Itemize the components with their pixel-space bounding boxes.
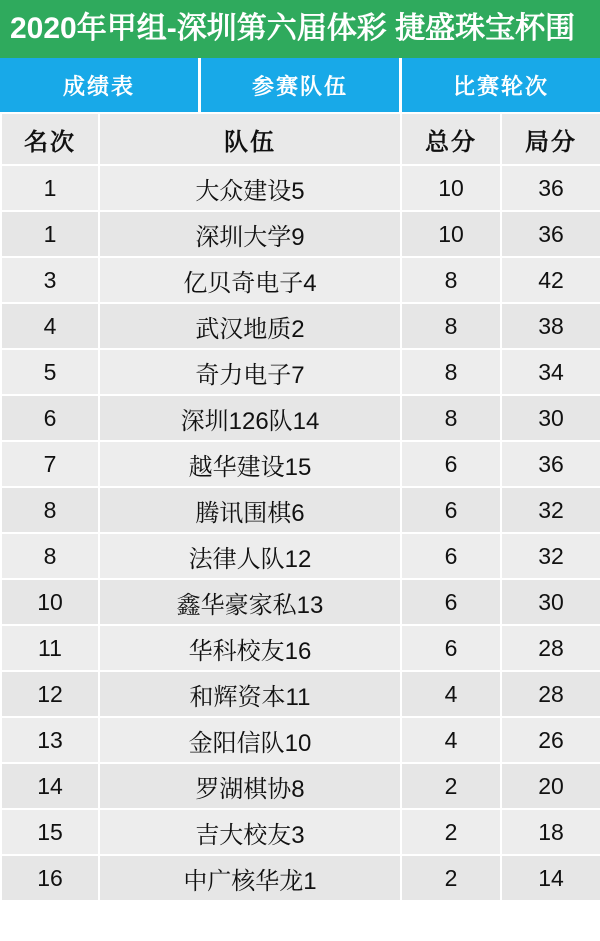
cell-total: 6 <box>401 625 501 671</box>
table-row[interactable] <box>1 441 600 487</box>
cell-total: 8 <box>401 303 501 349</box>
banner <box>0 0 600 58</box>
cell-total: 6 <box>401 487 501 533</box>
cell-games: 42 <box>501 257 600 303</box>
cell-team: 中广核华龙1 <box>99 855 401 901</box>
cell-team: 大众建设5 <box>99 165 401 211</box>
cell-games: 32 <box>501 487 600 533</box>
cell-total: 8 <box>401 257 501 303</box>
cell-rank: 7 <box>1 441 99 487</box>
cell-total: 6 <box>401 579 501 625</box>
cell-team: 武汉地质2 <box>99 303 401 349</box>
cell-rank: 14 <box>1 763 99 809</box>
table-row[interactable] <box>1 717 600 763</box>
table-row[interactable] <box>1 579 600 625</box>
tab-teams[interactable]: 参赛队伍 <box>201 58 402 112</box>
table-header-row <box>1 113 600 165</box>
tab-rounds[interactable]: 比赛轮次 <box>402 58 600 112</box>
standings-table <box>0 112 600 902</box>
cell-rank: 10 <box>1 579 99 625</box>
cell-rank: 5 <box>1 349 99 395</box>
cell-team: 金阳信队10 <box>99 717 401 763</box>
cell-games: 30 <box>501 395 600 441</box>
cell-total: 10 <box>401 211 501 257</box>
cell-rank: 3 <box>1 257 99 303</box>
cell-team: 奇力电子7 <box>99 349 401 395</box>
cell-rank: 8 <box>1 533 99 579</box>
cell-total: 2 <box>401 855 501 901</box>
cell-games: 26 <box>501 717 600 763</box>
table-row[interactable] <box>1 257 600 303</box>
cell-total: 8 <box>401 395 501 441</box>
cell-team: 深圳大学9 <box>99 211 401 257</box>
column-header-games: 局分 <box>501 113 600 165</box>
table-row[interactable] <box>1 303 600 349</box>
cell-total: 8 <box>401 349 501 395</box>
table-row[interactable] <box>1 671 600 717</box>
cell-rank: 1 <box>1 211 99 257</box>
cell-total: 2 <box>401 809 501 855</box>
cell-team: 法律人队12 <box>99 533 401 579</box>
cell-games: 34 <box>501 349 600 395</box>
cell-team: 吉大校友3 <box>99 809 401 855</box>
cell-total: 6 <box>401 441 501 487</box>
tab-standings[interactable]: 成绩表 <box>0 58 201 112</box>
cell-rank: 4 <box>1 303 99 349</box>
cell-team: 和辉资本11 <box>99 671 401 717</box>
cell-games: 36 <box>501 211 600 257</box>
table-row[interactable] <box>1 395 600 441</box>
table-row[interactable] <box>1 625 600 671</box>
table-row[interactable] <box>1 487 600 533</box>
cell-rank: 11 <box>1 625 99 671</box>
cell-games: 36 <box>501 165 600 211</box>
cell-rank: 8 <box>1 487 99 533</box>
cell-rank: 15 <box>1 809 99 855</box>
table-row[interactable] <box>1 855 600 901</box>
cell-total: 2 <box>401 763 501 809</box>
cell-total: 10 <box>401 165 501 211</box>
cell-games: 30 <box>501 579 600 625</box>
column-header-rank: 名次 <box>1 113 99 165</box>
table-row[interactable] <box>1 763 600 809</box>
cell-rank: 16 <box>1 855 99 901</box>
cell-team: 鑫华豪家私13 <box>99 579 401 625</box>
cell-team: 罗湖棋协8 <box>99 763 401 809</box>
tab-bar <box>0 58 600 112</box>
cell-games: 20 <box>501 763 600 809</box>
cell-rank: 6 <box>1 395 99 441</box>
cell-games: 18 <box>501 809 600 855</box>
cell-team: 华科校友16 <box>99 625 401 671</box>
page-title: 2020年甲组-深圳第六届体彩 捷盛珠宝杯围 <box>10 12 576 45</box>
cell-team: 越华建设15 <box>99 441 401 487</box>
cell-games: 28 <box>501 671 600 717</box>
table-row[interactable] <box>1 211 600 257</box>
cell-rank: 12 <box>1 671 99 717</box>
cell-games: 14 <box>501 855 600 901</box>
column-header-team: 队伍 <box>99 113 401 165</box>
cell-games: 38 <box>501 303 600 349</box>
cell-team: 腾讯围棋6 <box>99 487 401 533</box>
cell-games: 36 <box>501 441 600 487</box>
cell-total: 6 <box>401 533 501 579</box>
cell-games: 32 <box>501 533 600 579</box>
table-row[interactable] <box>1 809 600 855</box>
table-row[interactable] <box>1 349 600 395</box>
cell-team: 亿贝奇电子4 <box>99 257 401 303</box>
table-row[interactable] <box>1 165 600 211</box>
cell-total: 4 <box>401 671 501 717</box>
cell-rank: 1 <box>1 165 99 211</box>
column-header-total: 总分 <box>401 113 501 165</box>
cell-total: 4 <box>401 717 501 763</box>
cell-games: 28 <box>501 625 600 671</box>
table-row[interactable] <box>1 533 600 579</box>
cell-rank: 13 <box>1 717 99 763</box>
cell-team: 深圳126队14 <box>99 395 401 441</box>
